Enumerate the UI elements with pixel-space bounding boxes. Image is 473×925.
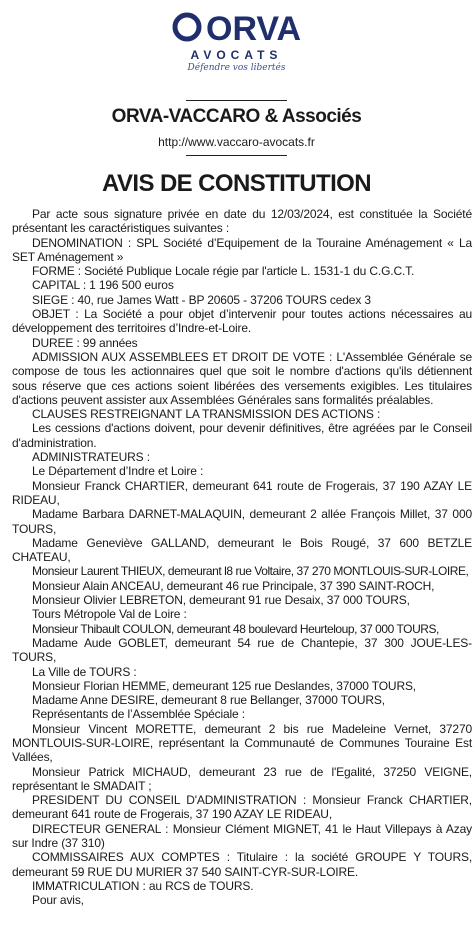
paragraph: OBJET : La Société a pour objet d’intervenir pour toutes actions nécessaires au développement des territoires d’Indre-et-Loire. — [12, 307, 472, 336]
paragraph: Madame Geneviève GALLAND, demeurant le Bois Rougé, 37 600 BETZLE CHATEAU, — [12, 535, 472, 565]
paragraph: Monsieur Alain ANCEAU, demeurant 46 rue Principale, 37 390 SAINT-ROCH, — [32, 578, 435, 593]
paragraph: Monsieur Laurent THIEUX, demeurant l8 rue Voltaire, 37 270 MONTLOUIS-SUR-LOIRE, — [32, 564, 469, 579]
firm-url[interactable]: http://www.vaccaro-avocats.fr — [158, 135, 315, 149]
paragraph: ADMISSION AUX ASSEMBLEES ET DROIT DE VOTE : L'Assemblée Générale se compose de tous les actionnaires quel que soit le nombre d'actions qu'ils détiennent sous réserve que ces actions soient libérées des versements exigibles. Les titulaires d'actions peuvent assister aux Assemblées Générales sans formalités préalables. — [12, 349, 472, 407]
orva-logo-mark — [172, 8, 302, 46]
paragraph: Madame Aude GOBLET, demeurant 54 rue de Chantepie, 37 300 JOUE-LES-TOURS, — [12, 635, 472, 665]
paragraph: Monsieur Thibault COULON, demeurant 48 boulevard Heurteloup, 37 000 TOURS, — [32, 621, 439, 636]
paragraph: Représentants de l’Assemblée Spéciale : — [32, 707, 245, 722]
paragraph: Madame Anne DESIRE, demeurant 8 rue Bellanger, 37000 TOURS, — [32, 693, 385, 708]
paragraph: Monsieur Olivier LEBRETON, demeurant 91 rue Desaix, 37 000 TOURS, — [32, 593, 410, 608]
paragraph: COMMISSAIRES AUX COMPTES : Titulaire : la société GROUPE Y TOURS, demeurant 59 RUE DU MURIER 37 540 SAINT-CYR-SUR-LOIRE. — [12, 850, 472, 879]
paragraph: Les cessions d'actions doivent, pour devenir définitives, être agréées par le Conseil d'administration. — [12, 421, 472, 450]
paragraph: DENOMINATION : SPL Société d’Equipement de la Touraine Aménagement « La SET Aménagement » — [12, 235, 472, 264]
paragraph: Par acte sous signature privée en date du 12/03/2024, est constituée la Société présentant les caractéristiques suivantes : — [12, 207, 472, 236]
paragraph: Tours Métropole Val de Loire : — [32, 607, 187, 622]
paragraph: Monsieur Vincent MORETTE, demeurant 2 bis rue Madeleine Vernet, 37270 MONTLOUIS-SUR-LOIRE, représentant la Communauté de Communes Touraine Est Vallées, — [12, 721, 472, 765]
divider-top — [186, 100, 287, 101]
paragraph: Monsieur Florian HEMME, demeurant 125 rue Deslandes, 37000 TOURS, — [32, 678, 416, 693]
divider-bottom — [186, 155, 287, 156]
paragraph: Monsieur Patrick MICHAUD, demeurant 23 rue de l'Egalité, 37250 VEIGNE, représentant le SMADAIT ; — [12, 764, 472, 793]
notice-title: AVIS DE CONSTITUTION — [102, 170, 371, 197]
logo-letters: ORVA — [205, 10, 301, 46]
paragraph: DIRECTEUR GENERAL : Monsieur Clément MIGNET, 41 le Haut Villepays à Azay sur Indre (37 310) — [12, 821, 472, 851]
notice-body — [12, 207, 472, 908]
paragraph: PRESIDENT DU CONSEIL D'ADMINISTRATION : Monsieur Franck CHARTIER, demeurant 641 route de Frogerais, 37 190 AZAY LE RIDEAU, — [12, 793, 472, 822]
paragraph: FORME : Société Publique Locale régie par l'article L. 1531-1 du C.G.C.T. — [32, 264, 415, 279]
paragraph: La Ville de TOURS : — [32, 664, 137, 679]
paragraph: Monsieur Franck CHARTIER, demeurant 641 route de Frogerais, 37 190 AZAY LE RIDEAU, — [12, 478, 472, 507]
logo-subtitle: AVOCATS — [190, 48, 283, 62]
paragraph: IMMATRICULATION : au RCS de TOURS. — [32, 878, 254, 893]
paragraph: DUREE : 99 années — [32, 335, 138, 350]
paragraph: ADMINISTRATEURS : — [32, 450, 150, 465]
paragraph: Madame Barbara DARNET-MALAQUIN, demeurant 2 allée François Millet, 37 000 TOURS, — [12, 507, 472, 536]
paragraph: Pour avis, — [32, 893, 84, 908]
orva-logo — [0, 8, 473, 48]
firm-name: ORVA-VACCARO & Associés — [111, 106, 362, 127]
logo-tagline: Défendre vos libertés — [187, 63, 286, 73]
paragraph: SIEGE : 40, rue James Watt - BP 20605 - 37206 TOURS cedex 3 — [32, 292, 371, 307]
paragraph: CLAUSES RESTREIGNANT LA TRANSMISSION DES ACTIONS : — [32, 407, 381, 422]
paragraph: CAPITAL : 1 196 500 euros — [32, 278, 174, 293]
paragraph: Le Département d’Indre et Loire : — [32, 464, 204, 479]
